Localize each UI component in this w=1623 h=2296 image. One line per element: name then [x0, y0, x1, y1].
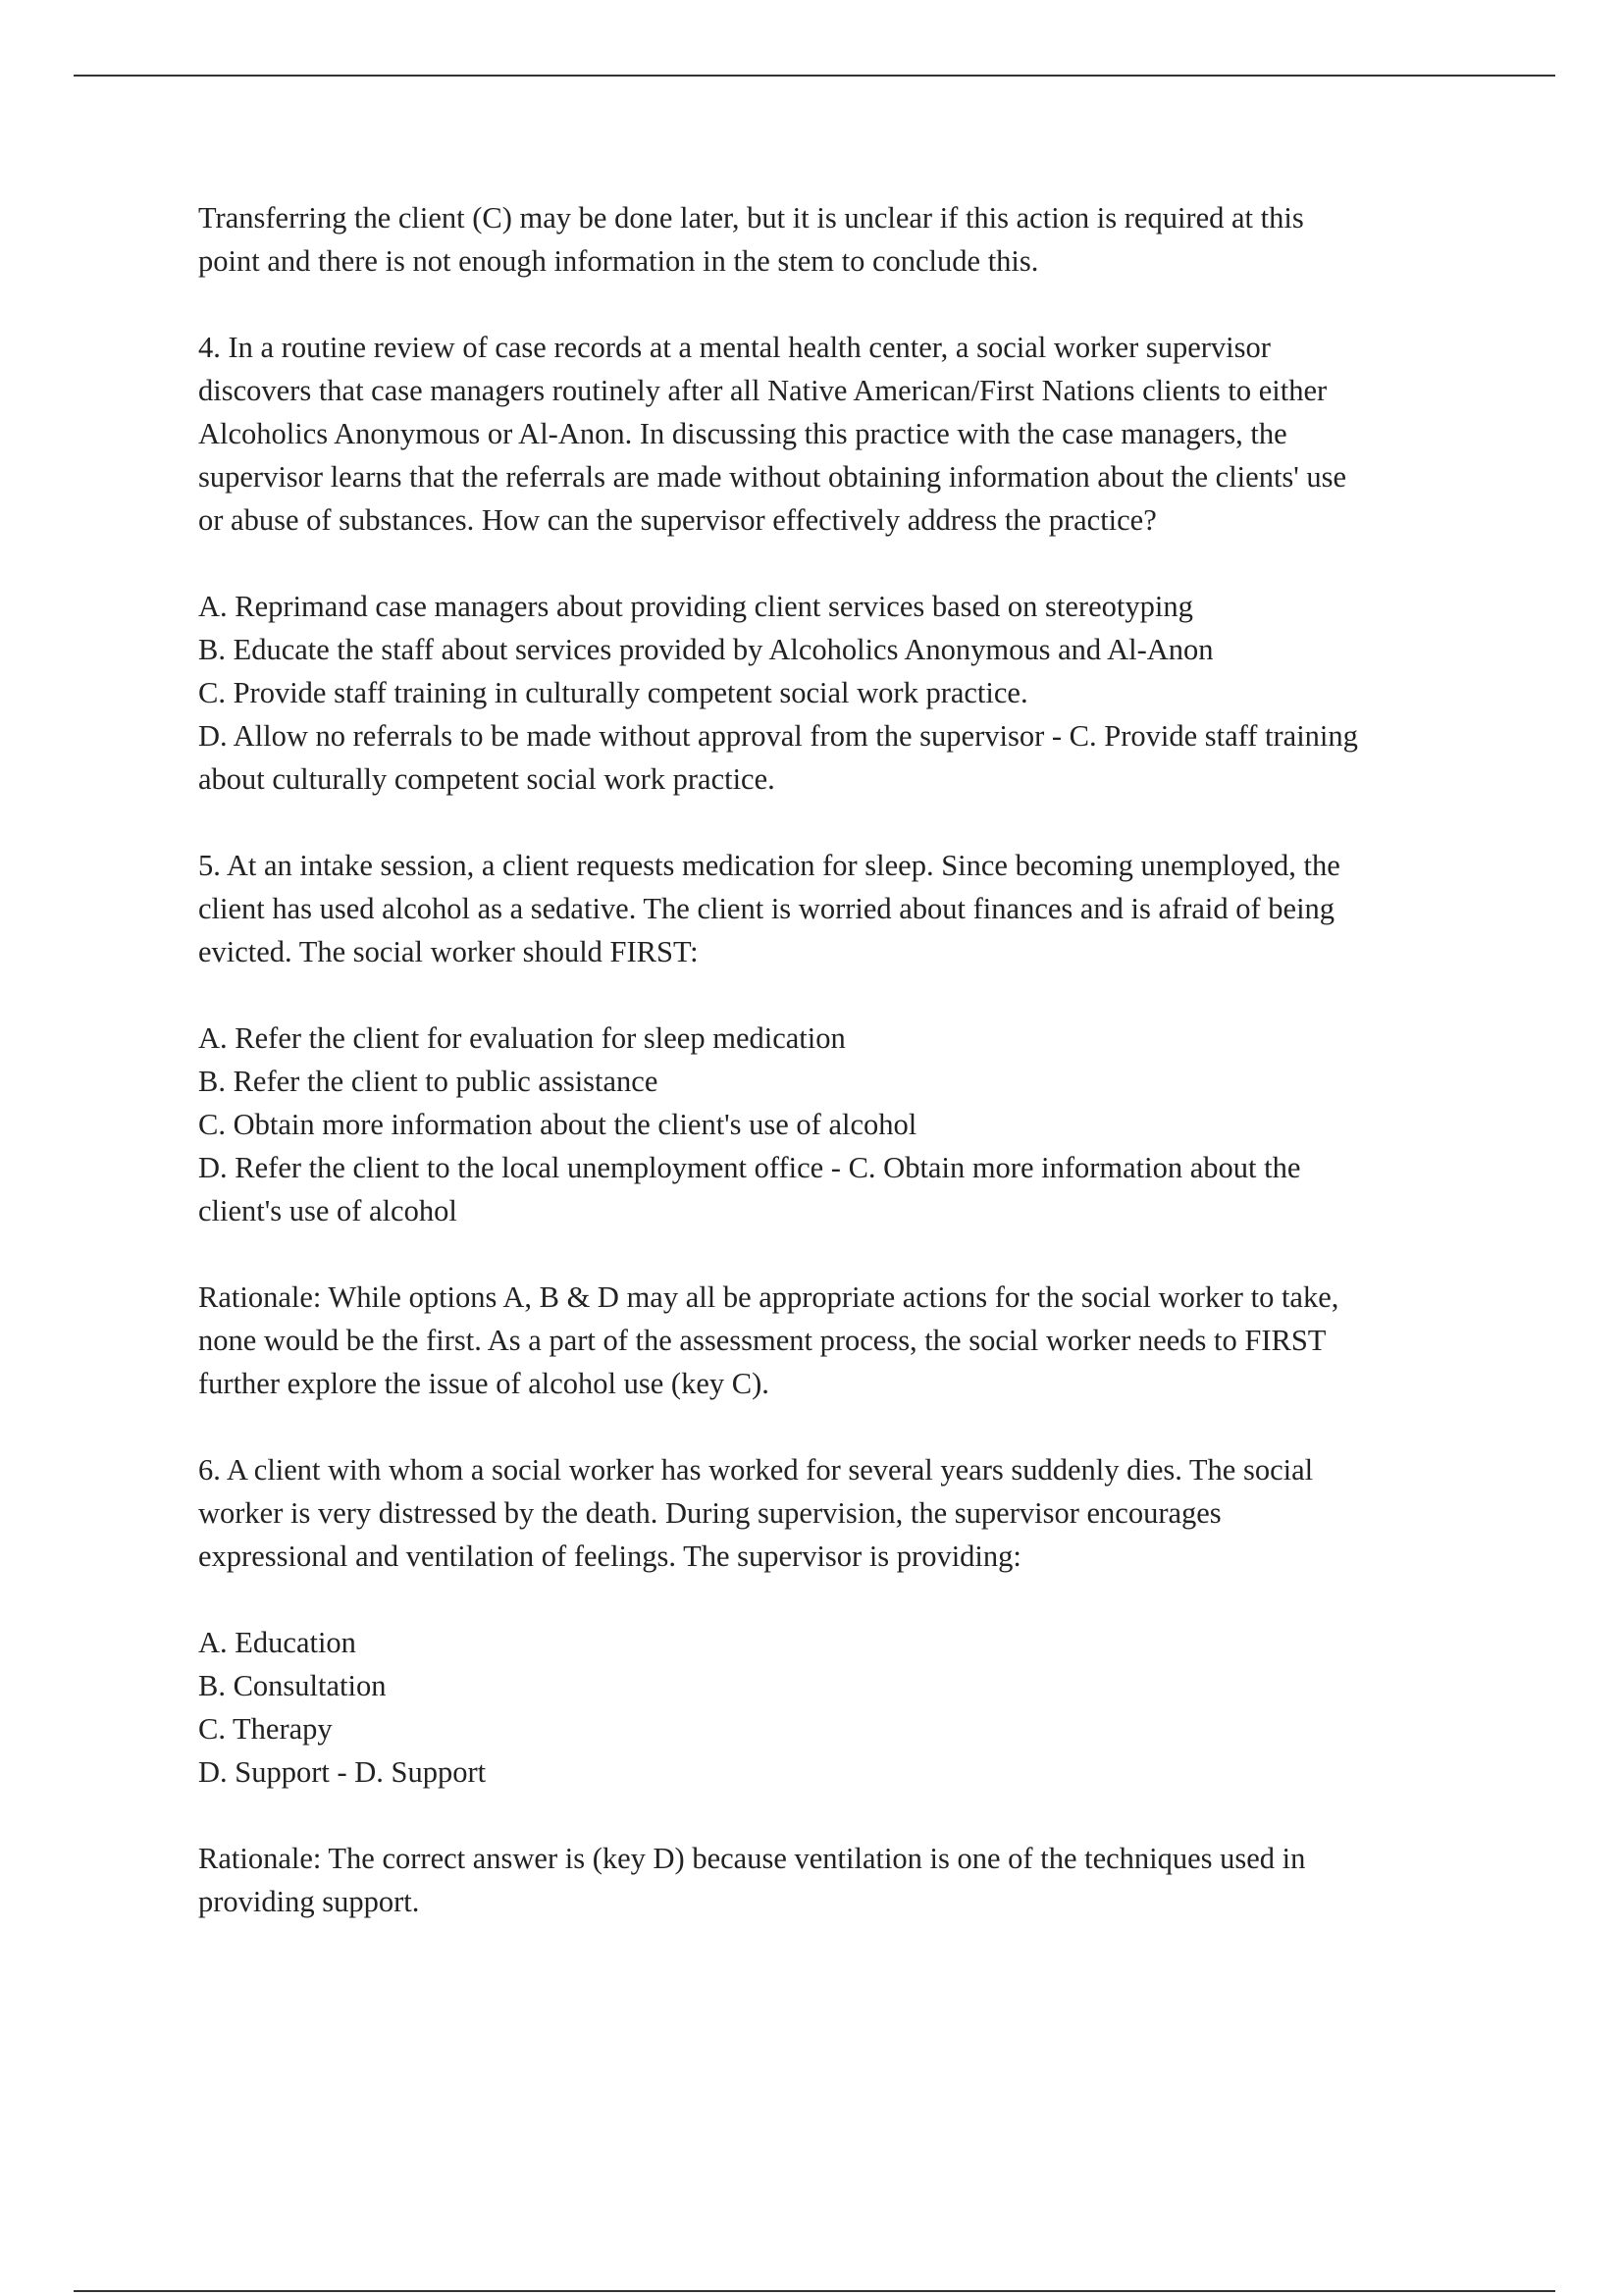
question-line: worker is very distressed by the death. During supervision, the supervisor encourages — [198, 1496, 1222, 1530]
rationale-line: further explore the issue of alcohol use (key C). — [198, 1367, 769, 1400]
rationale-block — [198, 1837, 1572, 1923]
options-line: B. Educate the staff about services provided by Alcoholics Anonymous and Al-Anon — [198, 633, 1214, 666]
options-line: D. Support - D. Support — [198, 1755, 487, 1789]
options-line: C. Provide staff training in culturally competent social work practice. — [198, 676, 1028, 709]
rationale-line: Rationale: While options A, B & D may all be appropriate actions for the social worker to take, — [198, 1280, 1339, 1314]
question-line: 6. A client with whom a social worker has worked for several years suddenly dies. The social — [198, 1453, 1314, 1487]
options-line: about culturally competent social work practice. — [198, 762, 775, 796]
question-line: discovers that case managers routinely after all Native American/First Nations clients to either — [198, 374, 1328, 407]
rationale-line: providing support. — [198, 1885, 420, 1918]
question-line: evicted. The social worker should FIRST: — [198, 935, 699, 968]
options-line: D. Allow no referrals to be made without approval from the supervisor - C. Provide staff training — [198, 719, 1358, 753]
question-block — [198, 1448, 1572, 1578]
options-line: client's use of alcohol — [198, 1194, 457, 1227]
options-line: C. Therapy — [198, 1712, 333, 1746]
options-line: B. Refer the client to public assistance — [198, 1065, 658, 1098]
question-line: client has used alcohol as a sedative. The client is worried about finances and is afraid of being — [198, 892, 1335, 925]
paragraph-block — [198, 196, 1572, 283]
options-line: A. Education — [198, 1626, 356, 1659]
document-body — [198, 196, 1572, 1966]
rationale-block — [198, 1276, 1572, 1405]
question-block — [198, 844, 1572, 973]
paragraph-line: Transferring the client (C) may be done later, but it is unclear if this action is required at this — [198, 201, 1304, 235]
question-line: Alcoholics Anonymous or Al-Anon. In discussing this practice with the case managers, the — [198, 417, 1287, 450]
options-block — [198, 1017, 1572, 1232]
paragraph-line: point and there is not enough information in the stem to conclude this. — [198, 244, 1039, 278]
options-line: D. Refer the client to the local unemployment office - C. Obtain more information about the — [198, 1151, 1301, 1184]
question-line: or abuse of substances. How can the supervisor effectively address the practice? — [198, 503, 1157, 537]
options-block — [198, 585, 1572, 801]
question-line: 4. In a routine review of case records at a mental health center, a social worker supervisor — [198, 331, 1271, 364]
question-line: supervisor learns that the referrals are made without obtaining information about the clients' use — [198, 460, 1347, 494]
options-line: C. Obtain more information about the client's use of alcohol — [198, 1108, 917, 1141]
rationale-line: none would be the first. As a part of the assessment process, the social worker needs to FIRST — [198, 1324, 1327, 1357]
top-rule — [74, 75, 1555, 77]
options-block — [198, 1621, 1572, 1794]
options-line: A. Refer the client for evaluation for sleep medication — [198, 1021, 846, 1055]
question-block — [198, 326, 1572, 542]
question-line: 5. At an intake session, a client requests medication for sleep. Since becoming unemployed, the — [198, 849, 1340, 882]
rationale-line: Rationale: The correct answer is (key D) because ventilation is one of the techniques used in — [198, 1842, 1306, 1875]
options-line: B. Consultation — [198, 1669, 387, 1702]
bottom-rule — [74, 2290, 1555, 2292]
options-line: A. Reprimand case managers about providing client services based on stereotyping — [198, 590, 1193, 623]
question-line: expressional and ventilation of feelings. The supervisor is providing: — [198, 1539, 1021, 1573]
